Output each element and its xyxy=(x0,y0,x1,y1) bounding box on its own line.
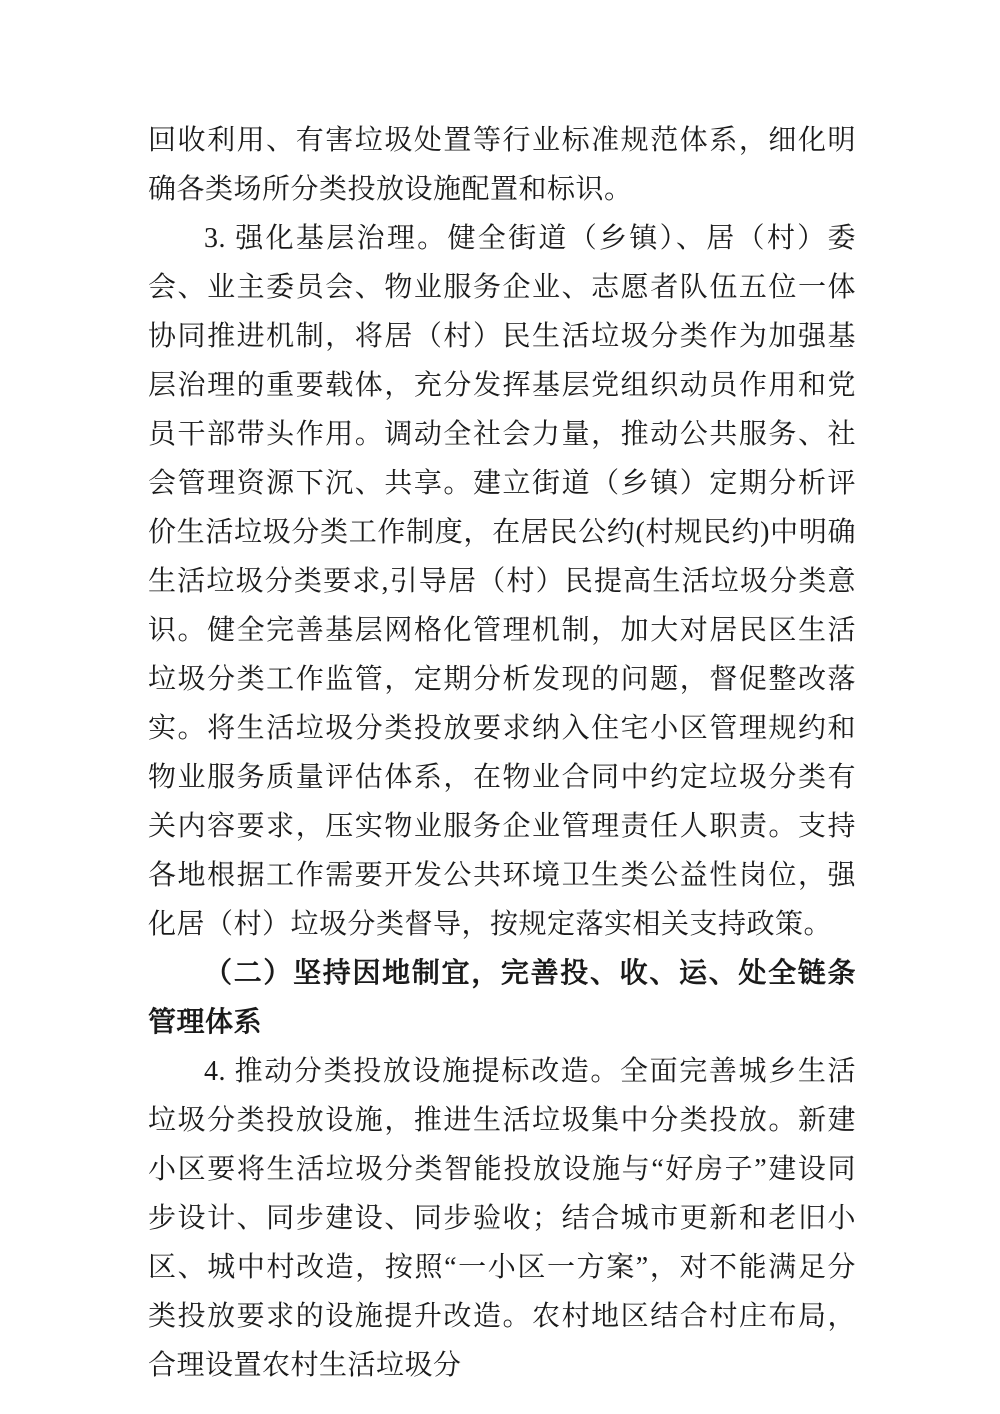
section-heading: （二）坚持因地制宜，完善投、收、运、处全链条管理体系 xyxy=(148,958,856,1038)
body-paragraph: 回收利用、有害垃圾处置等行业标准规范体系，细化明确各类场所分类投放设施配置和标识。 xyxy=(148,125,856,205)
document-content xyxy=(148,116,856,1390)
body-paragraph: 4. 推动分类投放设施提标改造。全面完善城乡生活垃圾分类投放设施，推进生活垃圾集中分类投放。新建小区要将生活垃圾分类智能投放设施与“好房子”建设同步设计、同步建设、同步验收；结合城市更新和老旧小区、城中村改造，按照“一小区一方案”，对不能满足分类投放要求的设施提升改造。农村地区结合村庄布局，合理设置农村生活垃圾分 xyxy=(148,1056,856,1381)
body-paragraph: 3. 强化基层治理。健全街道（乡镇）、居（村）委会、业主委员会、物业服务企业、志愿者队伍五位一体协同推进机制，将居（村）民生活垃圾分类作为加强基层治理的重要载体，充分发挥基层党组织动员作用和党员干部带头作用。调动全社会力量，推动公共服务、社会管理资源下沉、共享。建立街道（乡镇）定期分析评价生活垃圾分类工作制度，在居民公约(村规民约)中明确生活垃圾分类要求,引导居（村）民提高生活垃圾分类意识。健全完善基层网格化管理机制，加大对居民区生活垃圾分类工作监管，定期分析发现的问题，督促整改落实。将生活垃圾分类投放要求纳入住宅小区管理规约和物业服务质量评估体系，在物业合同中约定垃圾分类有关内容要求，压实物业服务企业管理责任人职责。支持各地根据工作需要开发公共环境卫生类公益性岗位，强化居（村）垃圾分类督导，按规定落实相关支持政策。 xyxy=(148,223,856,940)
